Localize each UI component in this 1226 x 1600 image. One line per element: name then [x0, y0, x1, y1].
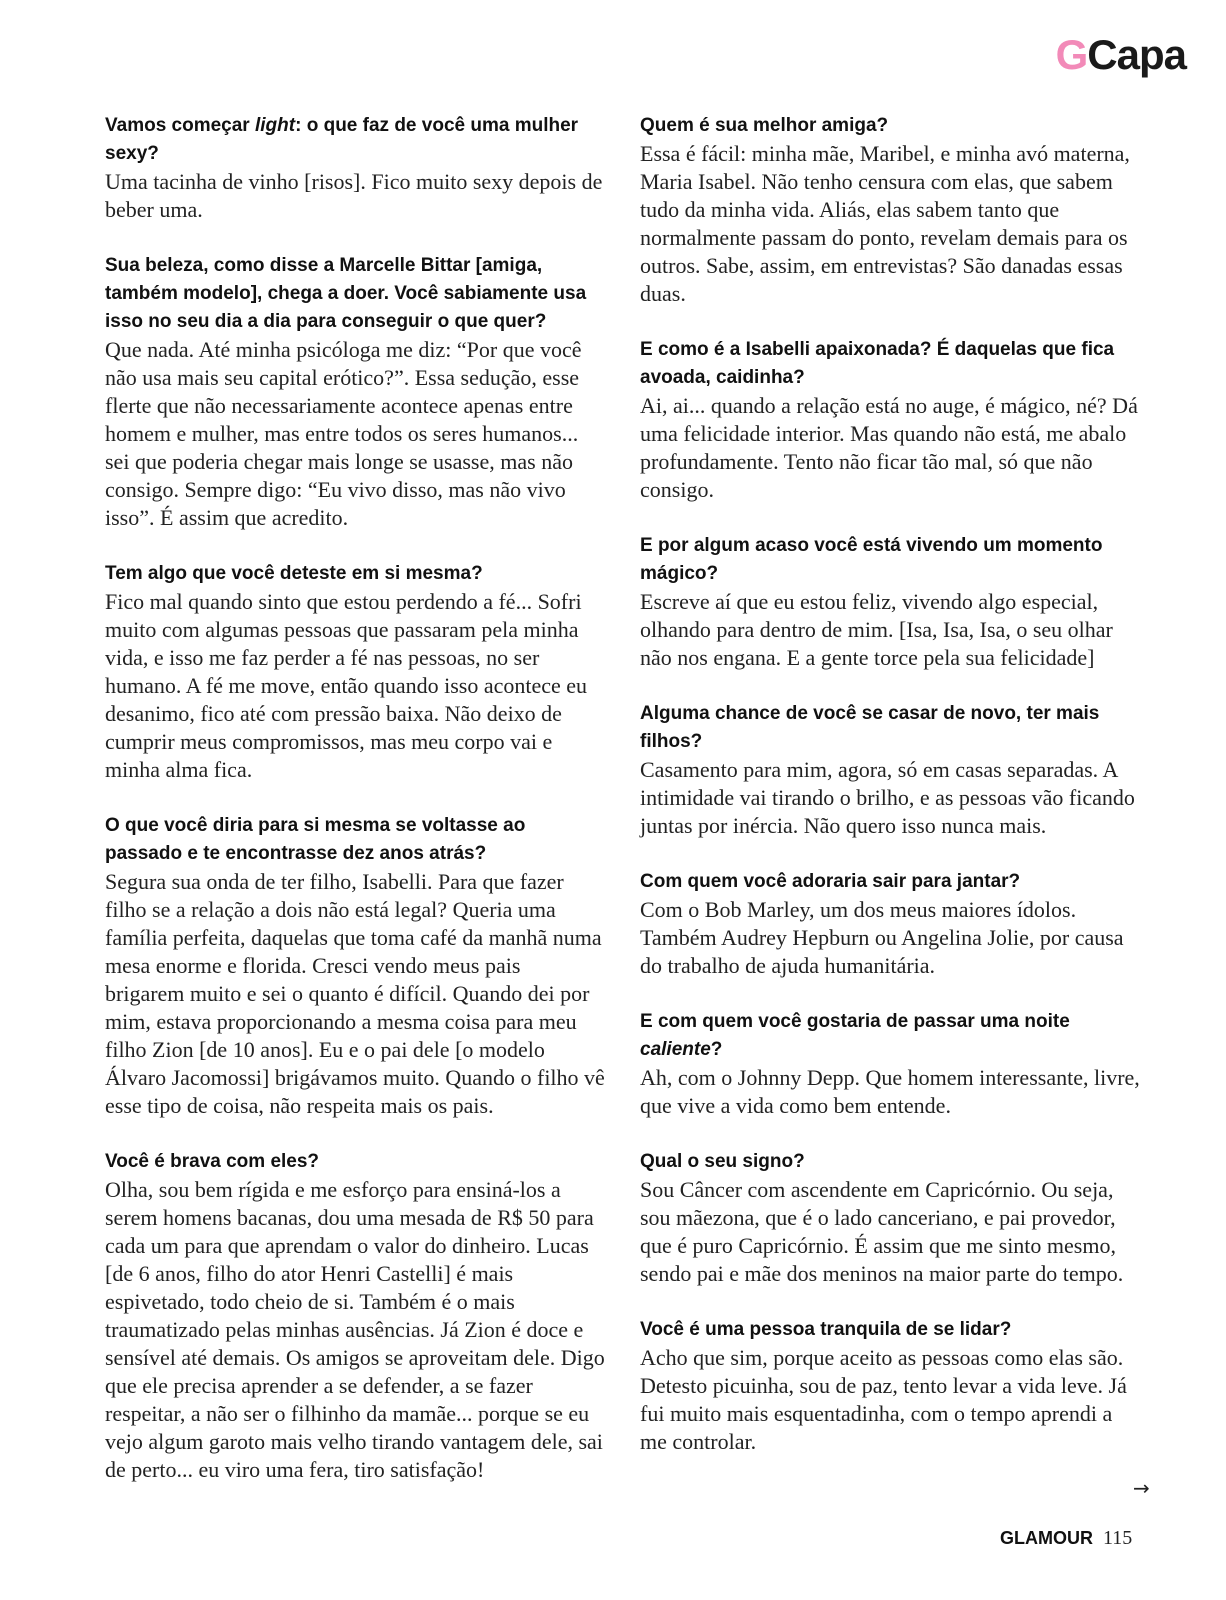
question: E com quem você gostaria de passar uma noite caliente?: [640, 1011, 1070, 1060]
answer: Segura sua onda de ter filho, Isabelli. Para que fazer filho se a relação a dois não está legal? Queria uma família perfeita, daquelas que toma café da manhã numa mesa enorme e florida. Cresci vendo meus pais brigarem muito e sei o quanto é difícil. Quando dei por mim, estava proporcionando a mesma coisa para meu filho Zion [de 10 anos]. Eu e o pai dele [o modelo Álvaro Jacomossi] brigávamos muito. Quando o filho vê esse tipo de coisa, não respeita mais os pais.: [105, 869, 605, 1118]
qa-item: [640, 868, 1140, 980]
question: Você é brava com eles?: [105, 1151, 320, 1172]
qa-item: [105, 252, 605, 532]
qa-item: [640, 700, 1140, 840]
qa-item: [640, 336, 1140, 504]
section-tag: [1055, 31, 1186, 78]
section-tag-g: G: [1055, 31, 1088, 78]
qa-item: [105, 112, 605, 224]
answer: Essa é fácil: minha mãe, Maribel, e minha avó materna, Maria Isabel. Não tenho censura com elas, que sabem tudo da minha vida. Aliás, elas sabem tanto que normalmente passam do ponto, revelam demais para os outros. Sabe, assim, em entrevistas? São danadas essas duas.: [640, 141, 1130, 306]
question: O que você diria para si mesma se voltasse ao passado e te encontrasse dez anos atrás?: [105, 815, 526, 864]
section-tag-name: Capa: [1087, 31, 1186, 78]
qa-item: [640, 112, 1140, 308]
answer: Escreve aí que eu estou feliz, vivendo algo especial, olhando para dentro de mim. [Isa, Isa, Isa, o seu olhar não nos engana. E a gente torce pela sua felicidade]: [640, 589, 1113, 670]
question: Alguma chance de você se casar de novo, ter mais filhos?: [640, 703, 1100, 752]
right-column: [640, 112, 1140, 1484]
answer: Olha, sou bem rígida e me esforço para ensiná-los a serem homens bacanas, dou uma mesada de R$ 50 para cada um para que aprendam o valor do dinheiro. Lucas [de 6 anos, filho do ator Henri Castelli] é mais espivetado, todo cheio de si. Também é o mais traumatizado pelas minhas ausências. Já Zion é doce e sensível até demais. Os amigos se aproveitam dele. Digo que ele precisa aprender a se defender, a se fazer respeitar, a não ser o filhinho da mamãe... porque se eu vejo algum garoto mais velho tirando vantagem dele, sai de perto... eu viro uma fera, tiro satisfação!: [105, 1177, 605, 1482]
answer: Ai, ai... quando a relação está no auge, é mágico, né? Dá uma felicidade interior. Mas quando não está, me abalo profundamente. Tento não ficar tão mal, só que não consigo.: [640, 393, 1138, 502]
qa-item: [640, 1008, 1140, 1120]
magazine-name: GLAMOUR: [1000, 1528, 1093, 1548]
question: Com quem você adoraria sair para jantar?: [640, 871, 1021, 892]
question: E como é a Isabelli apaixonada? É daquelas que fica avoada, caidinha?: [640, 339, 1115, 388]
question: Qual o seu signo?: [640, 1151, 805, 1172]
question: Vamos começar light: o que faz de você uma mulher sexy?: [105, 115, 579, 164]
page-number: 115: [1103, 1527, 1133, 1549]
answer: Uma tacinha de vinho [risos]. Fico muito sexy depois de beber uma.: [105, 169, 603, 222]
answer: Que nada. Até minha psicóloga me diz: “Por que você não usa mais seu capital erótico?”. Essa sedução, esse flerte que não necessariamente acontece apenas entre homem e mulher, mas entre todos os seres humanos... sei que poderia chegar mais longe se usasse, mas não consigo. Sempre digo: “Eu vivo disso, mas não vivo isso”. É assim que acredito.: [105, 337, 582, 530]
page-footer: [1000, 1527, 1132, 1550]
qa-item: [640, 1148, 1140, 1288]
question-emphasis: caliente: [640, 1039, 711, 1060]
qa-item: [105, 560, 605, 784]
question: Quem é sua melhor amiga?: [640, 115, 889, 136]
question: E por algum acaso você está vivendo um momento mágico?: [640, 535, 1103, 584]
answer: Acho que sim, porque aceito as pessoas como elas são. Detesto picuinha, sou de paz, tento levar a vida leve. Já fui muito mais esquentadinha, com o tempo aprendi a me controlar.: [640, 1345, 1127, 1454]
qa-item: [640, 1316, 1140, 1456]
qa-item: [640, 532, 1140, 672]
question: Sua beleza, como disse a Marcelle Bittar [amiga, também modelo], chega a doer. Você sabiamente usa isso no seu dia a dia para conseguir o que quer?: [105, 255, 587, 332]
answer: Com o Bob Marley, um dos meus maiores ídolos. Também Audrey Hepburn ou Angelina Jolie, por causa do trabalho de ajuda humanitária.: [640, 897, 1124, 978]
answer: Ah, com o Johnny Depp. Que homem interessante, livre, que vive a vida como bem entende.: [640, 1065, 1140, 1118]
qa-item: [105, 812, 605, 1120]
answer: Fico mal quando sinto que estou perdendo a fé... Sofri muito com algumas pessoas que passaram pela minha vida, e isso me faz perder a fé nas pessoas, no ser humano. A fé me move, então quando isso acontece eu desanimo, fico até com pressão baixa. Não deixo de cumprir meus compromissos, mas meu corpo vai e minha alma fica.: [105, 589, 588, 782]
answer: Sou Câncer com ascendente em Capricórnio. Ou seja, sou mãezona, que é o lado canceriano, e pai provedor, que é puro Capricórnio. É assim que me sinto mesmo, sendo pai e mãe dos meninos na maior parte do tempo.: [640, 1177, 1124, 1286]
continue-arrow-icon: →: [1133, 1476, 1150, 1500]
question: Tem algo que você deteste em si mesma?: [105, 563, 483, 584]
qa-item: [105, 1148, 605, 1484]
question: Você é uma pessoa tranquila de se lidar?: [640, 1319, 1012, 1340]
left-column: [105, 112, 605, 1512]
question-emphasis: light: [254, 115, 296, 136]
answer: Casamento para mim, agora, só em casas separadas. A intimidade vai tirando o brilho, e as pessoas vão ficando juntas por inércia. Não quero isso nunca mais.: [640, 757, 1135, 838]
